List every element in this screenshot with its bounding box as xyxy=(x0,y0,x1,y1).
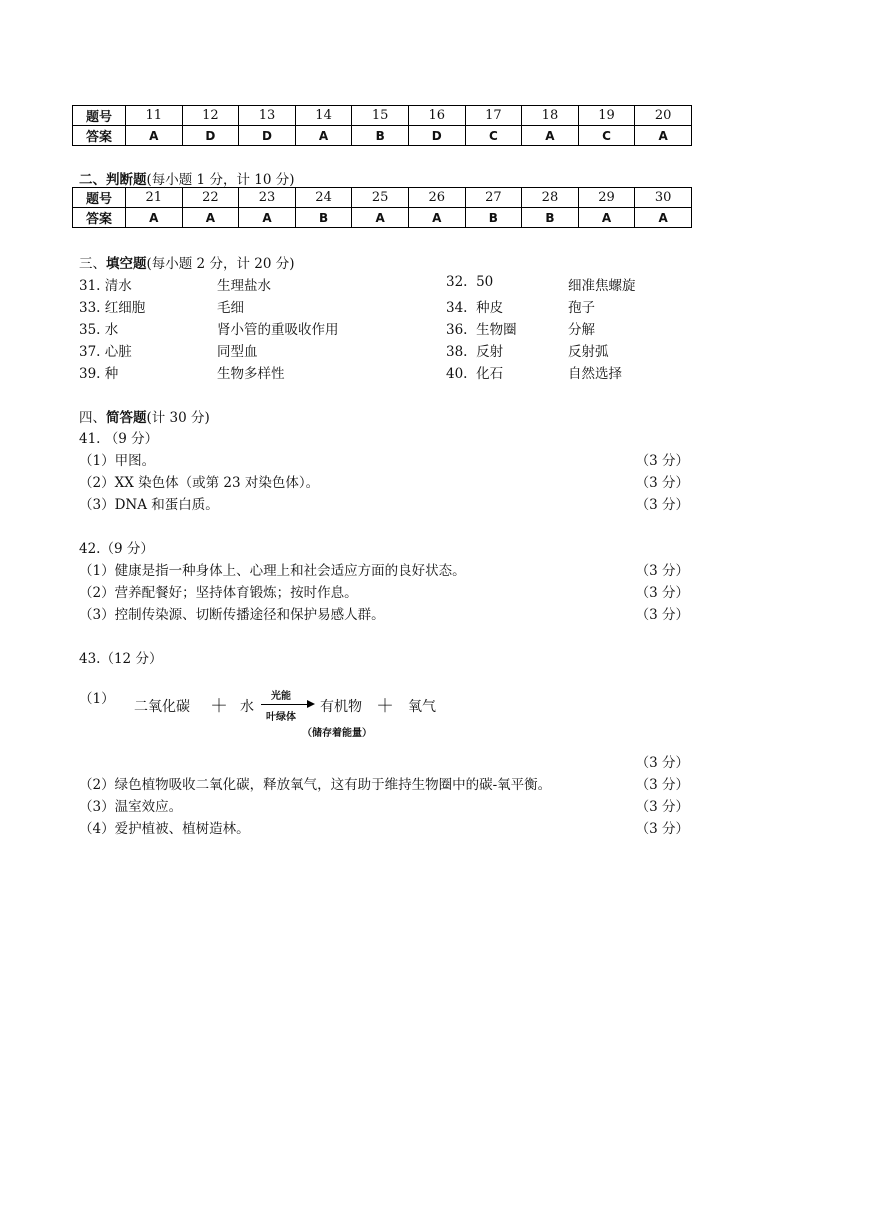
score-label: （3 分） xyxy=(635,799,689,815)
energy-note: （储存着能量） xyxy=(302,728,372,739)
section-3-prefix: 三、 xyxy=(79,256,106,272)
fill-in-item-1 xyxy=(79,274,132,294)
answer-table-11-20 xyxy=(72,105,692,146)
answer-c: 生物圈 xyxy=(476,322,517,338)
question-number: 14 xyxy=(295,106,352,126)
answer-label: 答案 xyxy=(73,208,126,228)
fill-in-item-1 xyxy=(79,296,145,316)
item-number: 39. xyxy=(79,366,101,382)
fill-in-item-2 xyxy=(446,296,503,316)
score-label: （3 分） xyxy=(635,821,689,837)
section-2-title xyxy=(79,168,294,188)
plus-sign: ＋ xyxy=(376,696,394,717)
fill-in-item-1 xyxy=(79,318,118,338)
item-number: 37. xyxy=(79,344,101,360)
answer-text: （2）绿色植物吸收二氧化碳，释放氧气，这有助于维持生物圈中的碳-氧平衡。 xyxy=(79,777,552,793)
question-42-head: 42.（9 分） xyxy=(79,541,154,557)
answer-text: （2）营养配餐好；坚持体育锻炼；按时作息。 xyxy=(79,585,358,601)
item-number: 38. xyxy=(446,344,468,360)
table-row-answers xyxy=(73,126,692,146)
answer-cell: A xyxy=(408,208,465,228)
reactant-carbon-dioxide: 二氧化碳 xyxy=(134,699,190,715)
answer-c: 反射 xyxy=(476,344,504,360)
score-label: （3 分） xyxy=(635,777,689,793)
fill-in-row xyxy=(79,318,679,338)
question-number: 13 xyxy=(239,106,296,126)
answer-line xyxy=(79,581,689,601)
item-number: 34. xyxy=(446,300,468,316)
question-number: 12 xyxy=(182,106,239,126)
question-number: 26 xyxy=(408,188,465,208)
answer-d: 孢子 xyxy=(568,300,595,316)
answer-cell: B xyxy=(522,208,579,228)
fill-in-item-2 xyxy=(446,318,517,338)
answer-cell: D xyxy=(408,126,465,146)
answer-d: 反射弧 xyxy=(568,344,609,360)
reaction-arrow xyxy=(261,704,311,705)
answer-b: 生物多样性 xyxy=(217,366,285,382)
fill-in-item-2 xyxy=(446,340,503,360)
answer-cell: A xyxy=(182,208,239,228)
condition-chloroplast: 叶绿体 xyxy=(266,712,296,723)
score-label: （3 分） xyxy=(635,563,689,579)
answer-c: 化石 xyxy=(476,366,504,382)
answer-cell: B xyxy=(465,208,522,228)
item-number: 33. xyxy=(79,300,101,316)
section-4-title xyxy=(79,406,210,426)
photosynthesis-equation xyxy=(134,686,454,746)
answer-cell: A xyxy=(635,208,692,228)
question-number: 18 xyxy=(522,106,579,126)
item-number: 31. xyxy=(79,278,101,294)
answer-line xyxy=(79,817,689,837)
question-number: 30 xyxy=(635,188,692,208)
fill-in-item-2 xyxy=(446,274,493,290)
section-2-heading: 二、判断题 xyxy=(79,172,147,188)
section-3-note: (每小题 2 分，计 20 分) xyxy=(146,256,295,272)
answer-cell: C xyxy=(578,126,635,146)
question-number: 17 xyxy=(465,106,522,126)
answer-label: 答案 xyxy=(73,126,126,146)
section-4-note: (计 30 分) xyxy=(146,410,210,426)
question-number: 11 xyxy=(126,106,183,126)
plus-sign: ＋ xyxy=(210,696,228,717)
arrow-head-icon xyxy=(307,700,315,708)
fill-in-row xyxy=(79,296,679,316)
answer-a: 水 xyxy=(104,322,119,338)
answer-c: 种皮 xyxy=(476,300,504,316)
question-number: 25 xyxy=(352,188,409,208)
part-1-label: （1） xyxy=(79,691,115,707)
answer-text: （3）温室效应。 xyxy=(79,799,183,815)
answer-text: （4）爱护植被、植树造林。 xyxy=(79,821,250,837)
answer-cell: C xyxy=(465,126,522,146)
fill-in-item-2 xyxy=(446,362,503,382)
table-row-numbers xyxy=(73,106,692,126)
answer-cell: A xyxy=(126,208,183,228)
question-number: 22 xyxy=(182,188,239,208)
answer-cell: B xyxy=(352,126,409,146)
question-number: 21 xyxy=(126,188,183,208)
header-label: 题号 xyxy=(73,106,126,126)
question-number: 29 xyxy=(578,188,635,208)
item-number: 40. xyxy=(446,366,468,382)
section-4-prefix: 四、 xyxy=(79,410,106,426)
question-43-head: 43.（12 分） xyxy=(79,651,163,667)
answer-cell: D xyxy=(182,126,239,146)
table-row-numbers xyxy=(73,188,692,208)
fill-in-item-1 xyxy=(79,362,118,382)
answer-cell: A xyxy=(352,208,409,228)
answer-table-21-30 xyxy=(72,187,692,228)
answer-cell: A xyxy=(522,126,579,146)
answer-cell: B xyxy=(295,208,352,228)
answer-line xyxy=(79,493,689,513)
question-number: 20 xyxy=(635,106,692,126)
answer-a: 红细胞 xyxy=(104,300,146,316)
answer-line xyxy=(79,773,689,793)
fill-in-item-1 xyxy=(79,340,132,360)
answer-c: 50 xyxy=(476,274,494,290)
answer-text: （1）健康是指一种身体上、心理上和社会适应方面的良好状态。 xyxy=(79,563,466,579)
question-number: 19 xyxy=(578,106,635,126)
fill-in-row xyxy=(79,362,679,382)
answer-line xyxy=(79,471,689,491)
section-4-heading: 简答题 xyxy=(106,410,147,426)
header-label: 题号 xyxy=(73,188,126,208)
condition-light: 光能 xyxy=(271,691,291,702)
answer-d: 细准焦螺旋 xyxy=(568,278,636,294)
score-label: （3 分） xyxy=(635,755,689,771)
answer-line xyxy=(79,603,689,623)
answer-text: （3）DNA 和蛋白质。 xyxy=(79,497,219,513)
answer-cell: A xyxy=(126,126,183,146)
question-41-head: 41. （9 分） xyxy=(79,431,159,447)
answer-text: （3）控制传染源、切断传播途径和保护易感人群。 xyxy=(79,607,385,623)
score-label: （3 分） xyxy=(635,497,689,513)
product-oxygen: 氧气 xyxy=(408,699,436,715)
question-number: 15 xyxy=(352,106,409,126)
product-organic-matter: 有机物 xyxy=(320,699,362,715)
answer-b: 肾小管的重吸收作用 xyxy=(217,322,339,338)
item-number: 36. xyxy=(446,322,468,338)
answer-a: 种 xyxy=(104,366,119,382)
answer-line xyxy=(79,795,689,815)
question-number: 28 xyxy=(522,188,579,208)
score-label: （3 分） xyxy=(635,453,689,469)
answer-line xyxy=(79,449,689,469)
answer-b: 毛细 xyxy=(217,300,244,316)
question-number: 27 xyxy=(465,188,522,208)
answer-a: 心脏 xyxy=(104,344,132,360)
question-number: 23 xyxy=(239,188,296,208)
answer-text: （1）甲图。 xyxy=(79,453,156,469)
question-number: 16 xyxy=(408,106,465,126)
answer-d: 分解 xyxy=(568,322,595,338)
answer-d: 自然选择 xyxy=(568,366,622,382)
answer-line xyxy=(79,559,689,579)
answer-b: 同型血 xyxy=(217,344,258,360)
section-3-title xyxy=(79,252,294,272)
answer-cell: A xyxy=(635,126,692,146)
score-label: （3 分） xyxy=(635,607,689,623)
section-3-heading: 填空题 xyxy=(106,256,147,272)
item-number: 32. xyxy=(446,274,468,290)
answer-cell: D xyxy=(239,126,296,146)
answer-a: 清水 xyxy=(104,278,132,294)
table-row-answers xyxy=(73,208,692,228)
fill-in-row xyxy=(79,274,679,294)
answer-cell: A xyxy=(578,208,635,228)
fill-in-row xyxy=(79,340,679,360)
score-label: （3 分） xyxy=(635,585,689,601)
answer-text: （2）XX 染色体（或第 23 对染色体）。 xyxy=(79,475,320,491)
item-number: 35. xyxy=(79,322,101,338)
answer-b: 生理盐水 xyxy=(217,278,271,294)
answer-cell: A xyxy=(295,126,352,146)
reactant-water: 水 xyxy=(240,699,254,715)
question-number: 24 xyxy=(295,188,352,208)
answer-cell: A xyxy=(239,208,296,228)
section-2-note: (每小题 1 分，计 10 分) xyxy=(146,172,295,188)
score-label: （3 分） xyxy=(635,475,689,491)
